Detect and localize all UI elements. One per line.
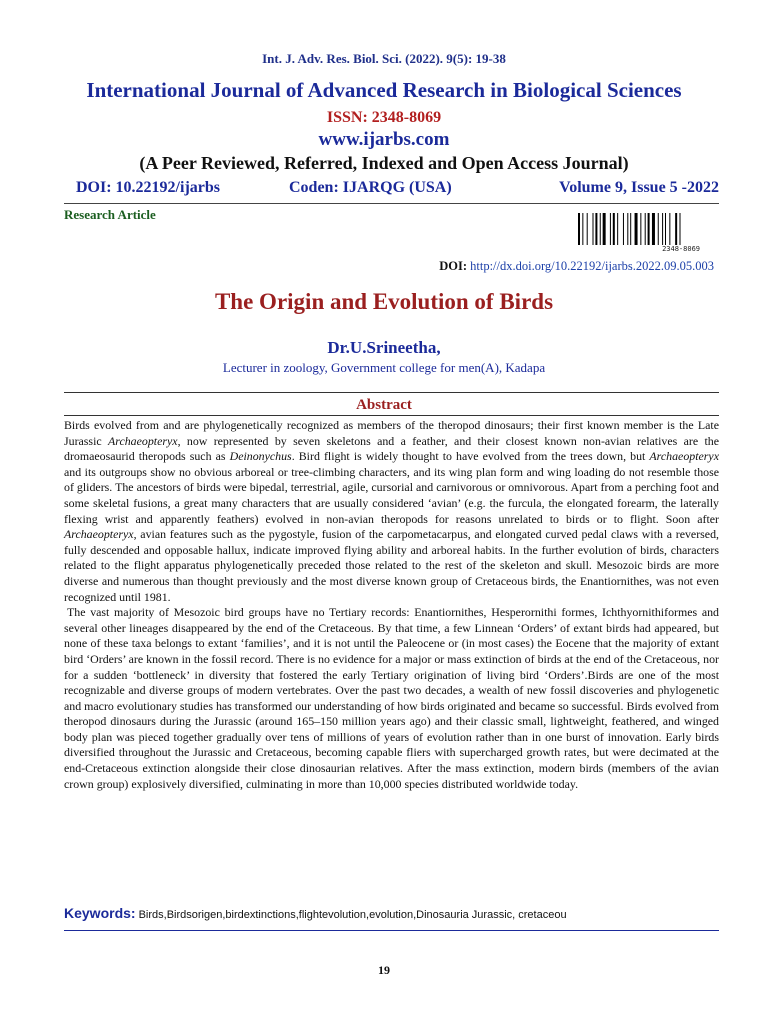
article-type-label: Research Article — [64, 207, 156, 222]
peer-review-statement: (A Peer Reviewed, Referred, Indexed and Open Access Journal) — [139, 153, 629, 173]
doi-link[interactable]: http://dx.doi.org/10.22192/ijarbs.2022.09.05.003 — [470, 259, 714, 273]
keywords — [64, 905, 719, 922]
abstract-divider-bottom — [64, 415, 719, 416]
coden: Coden: IJARQG (USA) — [289, 179, 452, 196]
author-affiliation: Lecturer in zoology, Government college for men(A), Kadapa — [222, 360, 546, 375]
journal-website-link[interactable]: www.ijarbs.com — [318, 129, 450, 150]
footer-divider — [64, 930, 719, 931]
paper-title: The Origin and Evolution of Birds — [214, 289, 554, 314]
abstract-paragraph-2: The vast majority of Mesozoic bird groups have no Tertiary records: Enantiornithes, Hesperornithi formes, Ichthyornithiformes and several other lineages disappeared by the end of the Cretaceous. By that time, a few Linnean ‘Orders’ of extant birds had appeared, but none of these taxa belongs to extant ‘families’, and it is not until the Paleocene or (in most cases) the Eocene that the majority of extant bird ‘Orders’ are known in the fossil record. There is no evidence for a major or mass extinction of birds at the end of the Cretaceous, nor for a sudden ‘bottleneck’ in diversity that fostered the early Tertiary origination of living bird ‘Orders’.Birds are one of the most recognizable and diverse groups of modern vertebrates. Over the past two decades, a wealth of new fossil discoveries and phylogenetic and macro evolutionary studies has transformed our understanding of how birds originated and became so successful. Birds evolved from theropod dinosaurs during the Jurassic (around 165–150 million years ago) and their classic small, lightweight, feathered, and winged body plan was pieced together gradually over tens of millions of years of evolution rather than in one burst of innovation. Early birds diversified throughout the Jurassic and Cretaceous, becoming capable fliers with supercharged growth rates, but were decimated at the end-Cretaceous extinction alongside their close dinosaurian relatives. After the mass extinction, modern birds (members of the avian crown group) explosively diversified, culminating in more than 10,000 species distributed worldwide today. — [64, 605, 719, 791]
doi-label: DOI: — [439, 259, 467, 273]
keywords-text: Birds,Birdsorigen,birdextinctions,flightevolution,evolution,Dinosauria Jurassic, cretaceou — [138, 909, 567, 921]
issn: ISSN: 2348-8069 — [326, 109, 442, 126]
abstract-body — [64, 418, 719, 792]
journal-meta-row — [64, 179, 719, 201]
article-doi — [64, 259, 714, 274]
volume-issue: Volume 9, Issue 5 -2022 — [559, 179, 719, 196]
barcode-icon — [578, 213, 720, 245]
abstract-heading: Abstract — [356, 397, 412, 413]
keywords-label: Keywords: — [64, 905, 136, 921]
abstract-paragraph-1: Birds evolved from and are phylogenetically recognized as members of the theropod dinosaurs; their first known member is the Late Jurassic Archaeopteryx, now represented by seven skeletons and a feather, and their closest known non-avian relatives are the dromaeosaurid theropods such as Deinonychus. Bird flight is widely thought to have evolved from the trees down, but Archaeopteryx and its outgroups show no obvious arboreal or tree-climbing characters, and its wing plan form and wing loading do not resemble those of gliders. The ancestors of birds were bipedal, terrestrial, agile, cursorial and carnivorous or omnivorous. Apart from a perching foot and some skeletal fusions, a great many characters that are usually considered ‘avian’ (e.g. the furcula, the elongated forearm, the laterally flexing wrist and apparently feathers) evolved in non-avian theropods for reasons unrelated to birds or to flight. Soon after Archaeopteryx, avian features such as the pygostyle, fusion of the carpometacarpus, and elongated curved pedal claws with a reversed, fully descended and opposable hallux, indicate improved flying ability and arboreal habits. In the further evolution of birds, characters related to the flight apparatus phylogenetically preceded those related to the rest of the skeleton and skull. Mesozoic birds are more diverse and numerous than thought previously and the most diverse known group of Cretaceous birds, the Enantiornithes, was not even recognized until 1981. — [64, 418, 719, 604]
header-divider — [64, 203, 719, 204]
citation-line: Int. J. Adv. Res. Biol. Sci. (2022). 9(5): 19-38 — [262, 51, 506, 66]
journal-title: International Journal of Advanced Research in Biological Sciences — [86, 78, 682, 102]
abstract-divider-top — [64, 392, 719, 393]
page-number: 19 — [378, 963, 390, 977]
barcode-number: 2348-8069 — [662, 245, 700, 253]
author-name: Dr.U.Srineetha, — [327, 338, 441, 357]
journal-doi: DOI: 10.22192/ijarbs — [76, 179, 220, 196]
issn-barcode — [578, 213, 720, 253]
